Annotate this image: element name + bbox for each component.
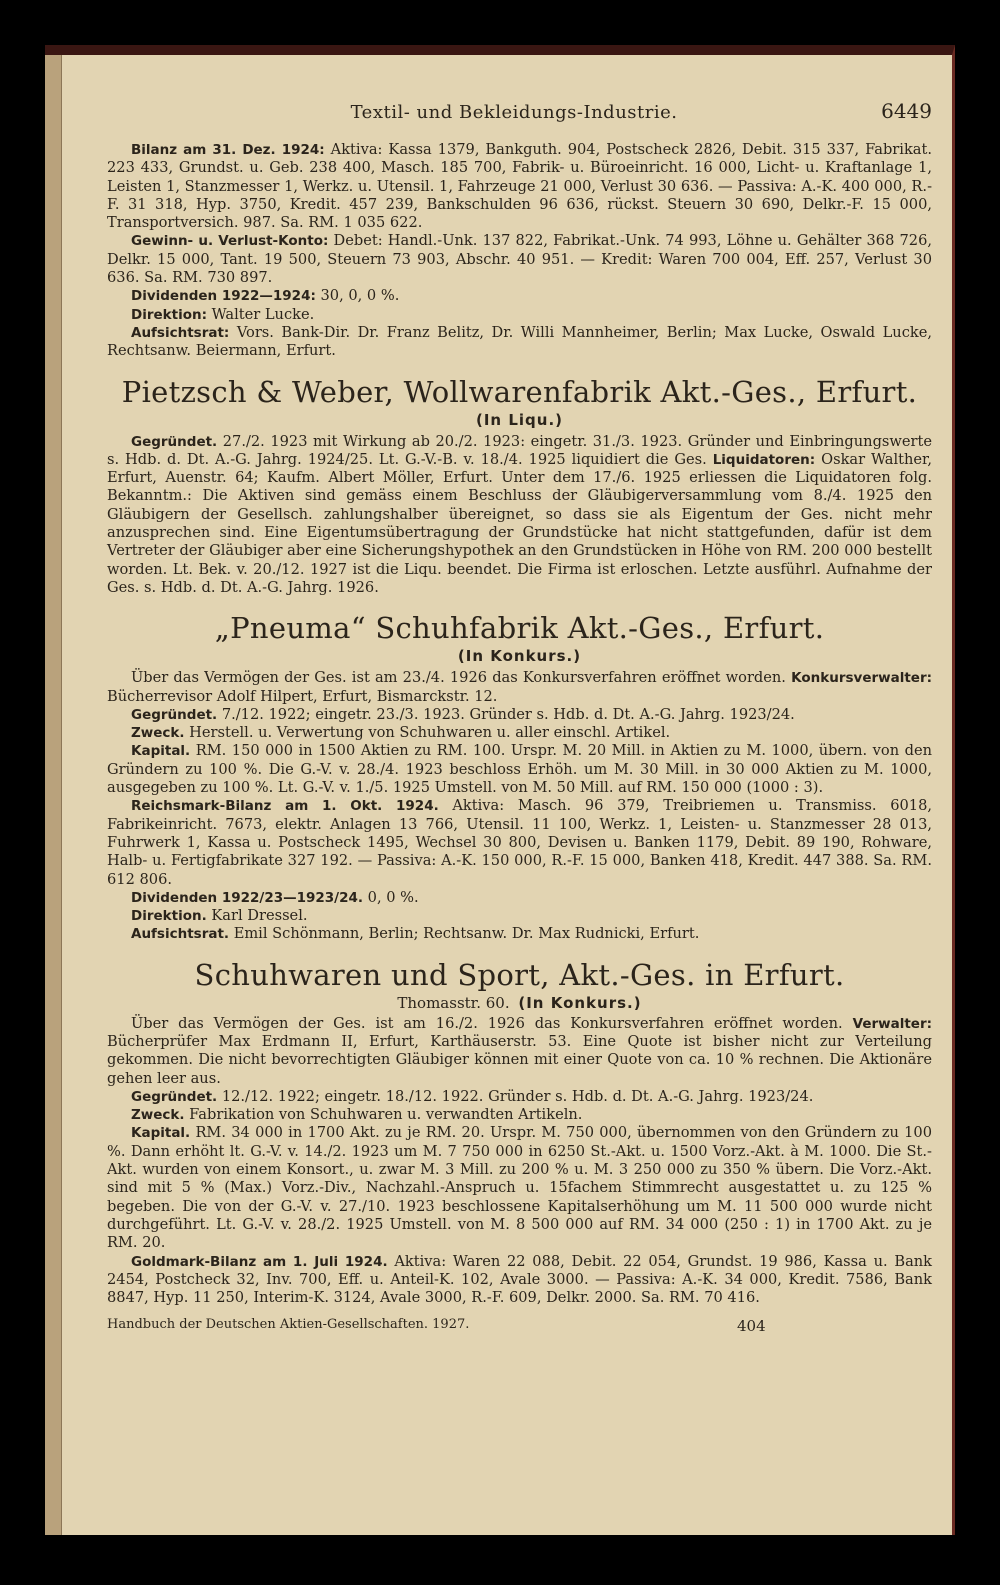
- company4-gegruendet: Gegründet. 12./12. 1922; eingetr. 18./12. 1922. Gründer s. Hdb. d. Dt. A.-G. Jahrg. 1923/24.: [131, 1087, 814, 1105]
- company4-kapital: Kapital. RM. 34 000 in 1700 Akt. zu je RM. 20. Urspr. M. 750 000, übernommen von den Gründern zu 100 %. Dann erhöht lt. G.-V. v. 14./2. 1923 um M. 7 750 000 in 6250 St.-Akt. u. 1500 Vorz.-Akt. à M. 1000. Die St.-Akt. wurden von einem Konsort., u. zwar M. 3 Mill. zu 200 % u. M. 3 250 000 zu 350 % übern. Die Vorz.-Akt. sind mit 5 % (Max.) Vorz.-Div., Nachzahl.-Anspruch u. 15fachem Stimmrecht ausgestattet u. zu 125 % begeben. Die von der G.-V. v. 27./10. 1923 beschlossene Kapitalserhöhung um M. 11 500 000 wurde nicht durchgeführt. Lt. G.-V. v. 28./2. 1925 Umstell. von M. 8 500 000 auf RM. 34 000 (250 : 1) in 1700 Akt. zu je RM. 20.: [107, 1124, 933, 1252]
- company3-aufsichtsrat: Aufsichtsrat. Emil Schönmann, Berlin; Rechtsanw. Dr. Max Rudnicki, Erfurt.: [131, 925, 700, 943]
- company3-gegruendet: Gegründet. 7./12. 1922; eingetr. 23./3. 1923. Gründer s. Hdb. d. Dt. A.-G. Jahrg. 1923/24.: [131, 705, 795, 723]
- company-heading: Pietzsch & Weber, Wollwarenfabrik Akt.-Ges., Erfurt.: [121, 374, 918, 409]
- running-header: [107, 99, 932, 123]
- company-heading: „Pneuma“ Schuhfabrik Akt.-Ges., Erfurt.: [214, 611, 825, 646]
- entry1-aufsichtsrat: Aufsichtsrat: Vors. Bank-Dir. Dr. Franz Belitz, Dr. Willi Mannheimer, Berlin; Max Lucke, Oswald Lucke, Rechtsanw. Beiermann, Erfurt.: [107, 323, 933, 360]
- company-status: (In Konkurs.): [518, 993, 642, 1012]
- footer-source: Handbuch der Deutschen Aktien-Gesellschaften. 1927.: [107, 1317, 470, 1333]
- header-title: Textil- und Bekleidungs-Industrie.: [350, 102, 678, 123]
- company3-intro: Über das Vermögen der Ges. ist am 23./4. 1926 das Konkursverfahren eröffnet worden. Konkursverwalter: Bücherrevisor Adolf Hilpert, Erfurt, Bismarckstr. 12.: [107, 669, 933, 705]
- company4-zweck: Zweck. Fabrikation von Schuhwaren u. verwandten Artikeln.: [131, 1106, 583, 1124]
- company-status: (In Konkurs.): [457, 647, 582, 666]
- footer-page-number: 404: [737, 1317, 766, 1336]
- company3-direktion: Direktion. Karl Dressel.: [131, 907, 308, 925]
- company3-kapital: Kapital. RM. 150 000 in 1500 Aktien zu RM. 100. Urspr. M. 20 Mill. in Aktien zu M. 1000, übern. von den Gründern zu 100 %. Die G.-V. v. 28./4. 1923 beschloss Erhöh. um M. 30 Mill. in 30 000 Aktien zu M. 1000, ausgegeben zu 100 %. Lt. G.-V. v. 1./5. 1925 Umstell. von M. 50 Mill. auf RM. 150 000 (1000 : 3).: [107, 742, 932, 797]
- company-address: Thomasstr. 60.: [397, 993, 510, 1012]
- company3-zweck: Zweck. Herstell. u. Verwertung von Schuhwaren u. aller einschl. Artikel.: [131, 724, 671, 742]
- book-page: [45, 45, 955, 1535]
- entry1-dividenden: Dividenden 1922—1924: 30, 0, 0 %.: [131, 287, 400, 305]
- company4-bilanz: Goldmark-Bilanz am 1. Juli 1924. Aktiva: Waren 22 088, Debit. 22 054, Grundst. 19 986, Kassa u. Bank 2454, Postcheck 32, Inv. 700, Eff. u. Anteil-K. 102, Avale 3000. — Passiva: A.-K. 34 000, Kredit. 7586, Bank 8847, Hyp. 11 250, Interim-K. 3124, Avale 3000, R.-F. 609, Delkr. 2000. Sa. RM. 70 416.: [107, 1252, 933, 1307]
- company2-gegruendet: Gegründet. 27./2. 1923 mit Wirkung ab 20./2. 1923: eingetr. 31./3. 1923. Gründer und Einbringungswerte s. Hdb. d. Dt. A.-G. Jahrg. 1924/25. Lt. G.-V.-B. v. 18./4. 1925 liquidiert die Ges. Liquidatoren: Oskar Walther, Erfurt, Auenstr. 64; Kaufm. Albert Möller, Erfurt. Unter dem 17./6. 1925 erliessen die Liquidatoren folg. Bekanntm.: Die Aktiven sind gemäss einem Beschluss der Gläubigerversammlung vom 8./4. 1925 den Gläubigern der Gesellsch. zahlungshalber übereignet, so dass sie als Eigentum der Ges. nicht mehr anzusprechen sind. Eine Eigentumsübertragung der Grundstücke hat nicht stattgefunden, dafür ist dem Vertreter der Gläubiger aber eine Sicherungshypothek an den Grundstücken in Höhe von RM. 200 000 bestellt worden. Lt. Bek. v. 20./12. 1927 ist die Liqu. beendet. Die Firma ist erloschen. Letzte ausführl. Aufnahme der Ges. s. Hdb. d. Dt. A.-G. Jahrg. 1926.: [107, 432, 933, 596]
- entry1-direktion: Direktion: Walter Lucke.: [131, 305, 315, 323]
- company4-intro: Über das Vermögen der Ges. ist am 16./2. 1926 das Konkursverfahren eröffnet worden. Verwalter: Bücherprüfer Max Erdmann II, Erfurt, Karthäuserstr. 53. Eine Quote ist bisher nicht zur Verteilung gekommen. Die nicht bevorrechtigten Gläubiger können mit einer Quote von ca. 10 % rechnen. Die Aktionäre gehen leer aus.: [107, 1014, 933, 1087]
- company3-bilanz: Reichsmark-Bilanz am 1. Okt. 1924. Aktiva: Masch. 96 379, Treibriemen u. Transmiss. 6018, Fabrikeinricht. 7673, elektr. Anlagen 13 766, Utensil. 11 100, Werkz. 1, Leisten- u. Stanzmesser 28 013, Fuhrwerk 1, Kassa u. Postscheck 1495, Wechsel 30 800, Devisen u. Banken 1179, Debit. 89 190, Rohware, Halb- u. Fertigfabrikate 327 192. — Passiva: A.-K. 150 000, R.-F. 15 000, Banken 418, Kredit. 447 388. Sa. RM. 612 806.: [107, 797, 932, 888]
- bilanz-label: Bilanz am 31. Dez. 1924:: [131, 142, 325, 158]
- company-heading: Schuhwaren und Sport, Akt.-Ges. in Erfurt.: [194, 957, 845, 992]
- page-number: 6449: [881, 99, 932, 123]
- company-address-status: [107, 994, 932, 1012]
- company3-dividenden: Dividenden 1922/23—1923/24. 0, 0 %.: [131, 888, 419, 906]
- page-footer: [107, 1317, 932, 1335]
- page-gutter: [45, 55, 62, 1535]
- company-status: (In Liqu.): [475, 410, 563, 429]
- entry1-bilanz: Bilanz am 31. Dez. 1924: Aktiva: Kassa 1379, Bankguth. 904, Postscheck 2826, Debit. 315 337, Fabrikat. 223 433, Grundst. u. Geb. 238 400, Masch. 185 700, Fabrik- u. Büroeinricht. 16 000, Licht- u. Kraftanlage 1, Leisten 1, Stanzmesser 1, Werkz. u. Utensil. 1, Fahrzeuge 21 000, Verlust 30 636. — Passiva: A.-K. 400 000, R.-F. 31 318, Hyp. 3750, Kredit. 457 239, Bankschulden 96 636, rückst. Steuern 30 690, Delkr.-F. 15 000, Transportversich. 987. Sa. RM. 1 035 622.: [107, 141, 932, 232]
- page-content: [107, 99, 932, 1335]
- entry1-gewinn: Gewinn- u. Verlust-Konto: Debet: Handl.-Unk. 137 822, Fabrikat.-Unk. 74 993, Löhne u. Gehälter 368 726, Delkr. 15 000, Tant. 19 500, Steuern 73 903, Abschr. 40 951. — Kredit: Waren 700 004, Eff. 257, Verlust 30 636. Sa. RM. 730 897.: [107, 232, 933, 287]
